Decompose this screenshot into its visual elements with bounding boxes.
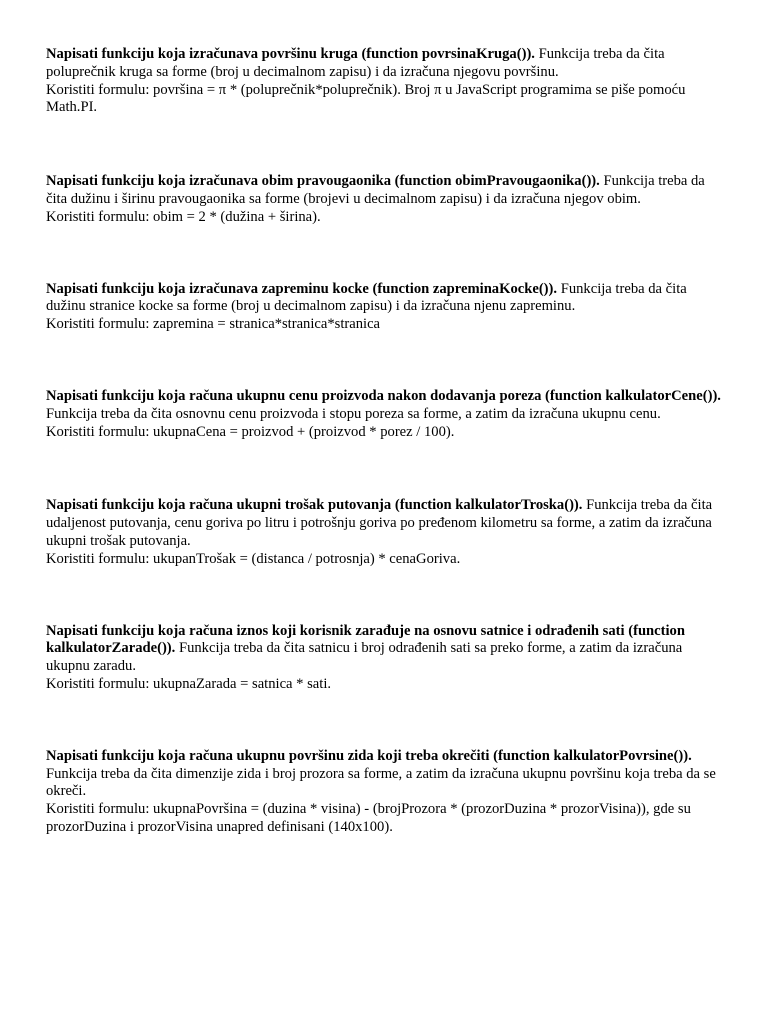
task-4-description: Funkcija treba da čita osnovnu cenu proizvoda i stopu poreza sa forme, a zatim da izračuna ukupnu cenu.	[46, 405, 661, 422]
task-1-title: Napisati funkciju koja izračunava površinu kruga (function povrsinaKruga()).	[46, 46, 535, 62]
task-3-description: Funkcija treba da čita dužinu stranice kocke sa forme (broj u decimalnom zapisu) i da izračuna njenu zapreminu.	[46, 280, 687, 315]
task-6-description: Funkcija treba da čita satnicu i broj odrađenih sati sa preko forme, a zatim da izračuna ukupnu zaradu.	[46, 640, 683, 675]
task-6-title: Napisati funkciju koja računa iznos koji korisnik zarađuje na osnovu satnice i odrađenih sati (function kalkulatorZarade()).	[46, 622, 685, 657]
task-2-formula: Koristiti formulu: obim = 2 * (dužina + širina).	[46, 208, 321, 225]
task-2-title: Napisati funkciju koja izračunava obim pravougaonika (function obimPravougaonika()).	[46, 173, 600, 190]
document-page	[46, 46, 722, 837]
task-7-title: Napisati funkciju koja računa ukupnu površinu zida koji treba okrečiti (function kalkulatorPovrsine()).	[46, 747, 692, 764]
task-5-title: Napisati funkciju koja računa ukupni trošak putovanja (function kalkulatorTroska()).	[46, 497, 583, 514]
task-7-description: Funkcija treba da čita dimenzije zida i broj prozora sa forme, a zatim da izračuna ukupnu površinu koja treba da se okreči.	[46, 765, 716, 800]
task-6-formula: Koristiti formulu: ukupnaZarada = satnica * sati.	[46, 675, 332, 692]
task-1-description: Funkcija treba da čita poluprečnik kruga sa forme (broj u decimalnom zapisu) i da izračuna njegovu površinu.	[46, 46, 665, 80]
task-3-formula: Koristiti formulu: zapremina = stranica*stranica*stranica	[46, 316, 381, 333]
task-2	[46, 173, 722, 226]
task-1	[46, 46, 722, 117]
task-6	[46, 623, 722, 694]
task-7-formula: Koristiti formulu: ukupnaPovršina = (duzina * visina) - (brojProzora * (prozorDuzina * prozorVisina)), gde su prozorDuzina i prozorVisina unapred definisani (140x100).	[46, 801, 691, 835]
task-5-formula: Koristiti formulu: ukupanTrošak = (distanca / potrosnja) * cenaGoriva.	[46, 550, 461, 567]
task-3-text	[46, 281, 722, 317]
task-1-formula: Koristiti formulu: površina = π * (poluprečnik*poluprečnik). Broj π u JavaScript programima se piše pomoću Math.PI.	[46, 81, 686, 116]
task-4-text	[46, 388, 722, 424]
task-5	[46, 497, 722, 568]
task-5-text	[46, 497, 722, 550]
task-4-title: Napisati funkciju koja računa ukupnu cenu proizvoda nakon dodavanja poreza (function kalkulatorCene()).	[46, 387, 721, 404]
task-1-text	[46, 46, 722, 82]
task-6-text	[46, 623, 722, 676]
task-5-description: Funkcija treba da čita udaljenost putovanja, cenu goriva po litru i potrošnju goriva po pređenom kilometru sa forme, a zatim da izračuna ukupni trošak putovanja.	[46, 497, 713, 549]
task-2-text	[46, 173, 722, 209]
task-3	[46, 281, 722, 334]
task-2-description: Funkcija treba da čita dužinu i širinu pravougaonika sa forme (brojevi u decimalnom zapisu) i da izračuna njegov obim.	[46, 173, 705, 207]
task-4-formula: Koristiti formulu: ukupnaCena = proizvod + (proizvod * porez / 100).	[46, 423, 455, 440]
task-4	[46, 388, 722, 441]
task-7	[46, 748, 722, 837]
task-7-text	[46, 748, 722, 801]
task-3-title: Napisati funkciju koja izračunava zapreminu kocke (function zapreminaKocke()).	[46, 280, 558, 297]
